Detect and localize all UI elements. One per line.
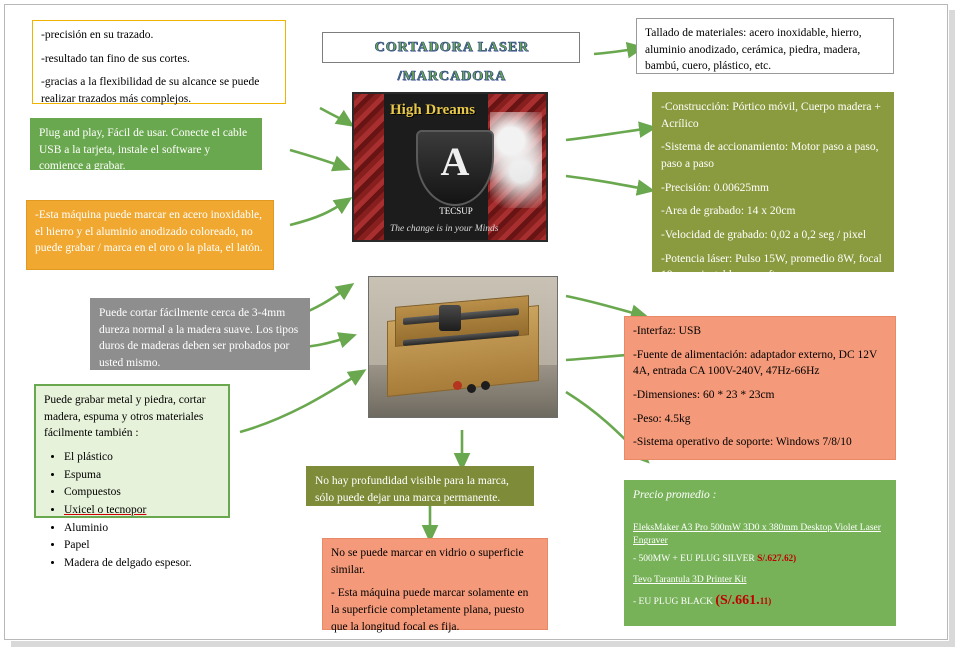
list-item: • Espuma [64, 467, 220, 484]
list-item: • El plástico [64, 449, 220, 466]
callout-line: -precisión en su trazado. [41, 29, 154, 41]
photo-laser-head [439, 305, 461, 331]
price-item-value: S/.627. [757, 554, 785, 565]
spec-line: -Peso: 4.5kg [633, 412, 691, 425]
photo-button-red [453, 381, 462, 390]
callout-line: No hay profundidad visible para la marca, sólo puede dejar una marca permanente. [315, 475, 509, 504]
callout-glass-warning [322, 538, 548, 633]
callout-line: Tallado de materiales: acero inoxidable, hierro, aluminio anodizado, cerámica, piedra, madera, bambú, cuero, plástico, etc. [645, 27, 862, 73]
list-item: • Papel [64, 537, 220, 554]
callout-cutting-depth [90, 298, 310, 370]
callout-line: - Esta máquina puede marcar solamente en la superficie completamente plana, puesto que la longitud focal es fija. [331, 587, 529, 633]
price-title: Precio promedio : [633, 489, 717, 501]
callout-line: -resultado tan fino de sus cortes. [41, 52, 190, 65]
logo-shield [416, 130, 494, 206]
spec-line: -Potencia láser: Pulso 15W, promedio 8W, focal 18mm. ajustable por software [661, 252, 882, 282]
callout-line: Plug and play, Fácil de usar. Conecte el cable USB a la tarjeta, instale el software y comience a grabar. [39, 127, 248, 173]
price-item-cents: 62) [784, 553, 797, 564]
photo-button-black-2 [481, 381, 490, 390]
logo-brand-top: High Dreams [390, 102, 476, 118]
price-item-name: EleksMaker A3 Pro 500mW 3D0 x 380mm Desktop Violet Laser Engraver [633, 522, 881, 547]
logo-pattern-left [354, 94, 384, 240]
callout-line: Puede cortar fácilmente cerca de 3-4mm dureza normal a la madera suave. Los tipos duros de maderas deben ser probados por usted mismo. [99, 307, 299, 370]
callout-plug-and-play [30, 118, 262, 173]
product-logo-image [352, 92, 548, 242]
list-item: • Madera de delgado espesor. [64, 555, 220, 572]
price-item-name: Tevo Tarantula 3D Printer Kit [633, 574, 747, 585]
callout-interface [624, 316, 896, 460]
materials-list-intro: Puede grabar metal y piedra, cortar madera, espuma y otros materiales fácilmente también : [44, 394, 206, 440]
spec-line: -Construcción: Pórtico móvil, Cuerpo madera + Acrílico [661, 101, 881, 130]
page-shadow-bottom [11, 641, 955, 647]
list-item: • Aluminio [64, 520, 220, 537]
callout-marking-limits [26, 200, 274, 270]
logo-monogram: A [440, 139, 470, 184]
title-banner [322, 32, 580, 84]
machine-photo [368, 276, 558, 418]
price-item-variant: - EU PLUG BLACK [633, 596, 713, 607]
spec-line: -Dimensiones: 60 * 23 * 23cm [633, 389, 775, 402]
spec-line: -Area de grabado: 14 x 20cm [661, 205, 796, 218]
price-item-variant: - 500MW + EU PLUG SILVER [633, 554, 755, 565]
spec-line: -Sistema de accionamiento: Motor paso a paso, paso a paso [661, 141, 879, 171]
callout-price [624, 480, 896, 626]
callout-materials-top-right [636, 18, 894, 74]
spec-line: -Sistema operativo de soporte: Windows 7/8/10 [633, 436, 852, 449]
page-shadow-right [949, 10, 955, 644]
logo-tagline: The change is in your Minds [390, 224, 499, 234]
photo-button-black-1 [467, 384, 476, 393]
materials-list [44, 449, 220, 572]
spec-line: -Velocidad de grabado: 0,02 a 0,2 seg / pixel [661, 229, 867, 242]
callout-features-top-left [32, 20, 286, 104]
list-item: • Compuestos [64, 484, 220, 501]
price-item-value: (S/.661. [715, 592, 760, 608]
callout-line: No se puede marcar en vidrio o superficie similar. [331, 547, 524, 576]
callout-specs [652, 92, 894, 282]
logo-company: TECSUP [439, 206, 473, 216]
callout-no-depth [306, 466, 534, 506]
callout-line: -gracias a la flexibilidad de su alcance se puede realizar trazados más complejos. [41, 76, 260, 106]
spec-line: -Fuente de alimentación: adaptador externo, DC 12V 4A, entrada CA 100V-240V, 47Hz-66Hz [633, 348, 878, 378]
page-title: CORTADORA LASER /MARCADORA [374, 40, 530, 84]
spec-line: -Interfaz: USB [633, 325, 702, 337]
list-item: • Uxicel o tecnopor [64, 502, 220, 519]
spec-line: -Precisión: 0.00625mm [661, 181, 769, 194]
callout-line: -Esta máquina puede marcar en acero inoxidable, el hierro y el aluminio anodizado coloreado, no puede grabar / marca en el oro o la plata, el latón. [35, 209, 263, 255]
callout-materials-list [34, 384, 230, 570]
price-item-cents: 11) [759, 595, 772, 606]
